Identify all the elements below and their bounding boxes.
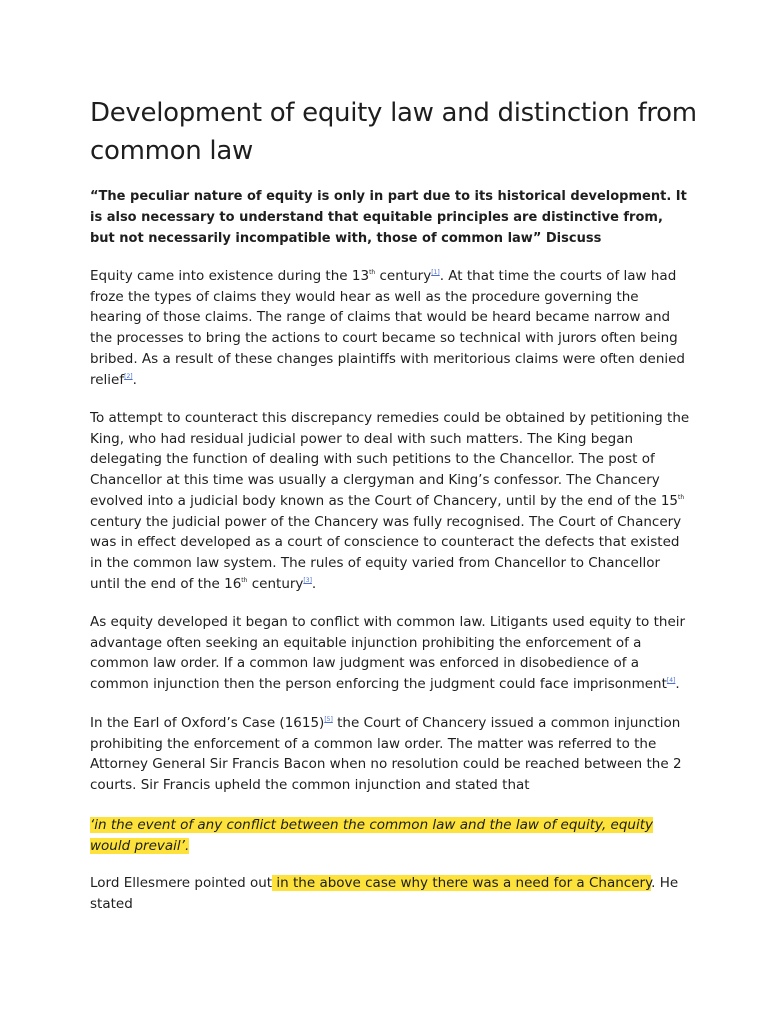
ordinal-suffix: th [369,269,376,276]
text-run: . He stated [90,875,679,912]
paragraph-earl-of-oxford [90,713,690,796]
text-run: Equity came into existence during the 13 [90,268,370,284]
ordinal-suffix: th [678,493,685,501]
text-run: . [675,676,680,693]
paragraph-conflict [90,612,690,695]
paragraph-origins [90,266,690,390]
text-run: century [247,575,304,592]
text-run: As equity developed it began to conflict with common law. Litigants used equity to their advantage often seeking an equitable injunction prohibiting the enforcement of a common law order. If a common law judgment was enforced in disobedience of a common injunction then the person enforcing the judgment could face imprisonment [90,614,686,693]
footnote-link-3[interactable]: [3] [303,576,312,584]
ordinal-suffix: th [241,576,248,584]
document-title: Development of equity law and distinction from common law [90,98,697,166]
text-run: . At that time the courts of law had froze the types of claims they would hear as well as the procedure governing the hearing of those claims. The range of claims that would be heard became narrow and the processes to bring the actions to court became so technical with jurors often being bribed. As a result of these changes plaintiffs with meritorious claims were often denied relief [90,268,686,388]
text-run: century the judicial power of the Chancery was fully recognised. The Court of Chancery was in effect developed as a court of conscience to counteract the defects that existed in the common law system. The rules of equity varied from Chancellor to Chancellor until the end of the 16 [90,513,682,592]
text-run: . [132,371,137,388]
text-run: Lord Ellesmere pointed out [90,875,273,891]
paragraph-ellesmere [90,873,690,914]
text-run: . [311,575,317,592]
highlighted-text: ‘in the event of any conflict between the common law and the law of equity, equity would prevail’. [90,817,654,854]
footnote-link-5[interactable]: [5] [324,716,333,723]
highlighted-text: in the above case why there was a need for a Chancery [272,875,652,891]
essay-question: “The peculiar nature of equity is only in part due to its historical development. It is also necessary to understand that equitable principles are distinctive from, but not necessarily incompatible with, those of common law” Discuss [90,189,687,246]
text-run: In the Earl of Oxford’s Case (1615) [90,715,325,731]
footnote-link-2[interactable]: [2] [124,372,133,380]
text-run: To attempt to counteract this discrepancy remedies could be obtained by petitioning the King, who had residual judicial power to deal with such matters. The King began delegating the function of dealing with such petitions to the Chancellor. The post of Chancellor at this time was usually a clergyman and King’s confessor. The Chancery evolved into a judicial body known as the Court of Chancery, until by the end of the 15 [90,410,690,509]
footnote-link-4[interactable]: [4] [666,677,676,685]
text-run: the Court of Chancery issued a common injunction prohibiting the enforcement of a common law order. The matter was referred to the Attorney General Sir Francis Bacon when no resolution could be reached between the 2 courts. Sir Francis upheld the common injunction and stated that [90,715,682,794]
text-run: century [375,268,432,284]
footnote-link-1[interactable]: [1] [431,269,440,276]
highlighted-quote [90,815,690,856]
paragraph-chancery [90,408,690,594]
